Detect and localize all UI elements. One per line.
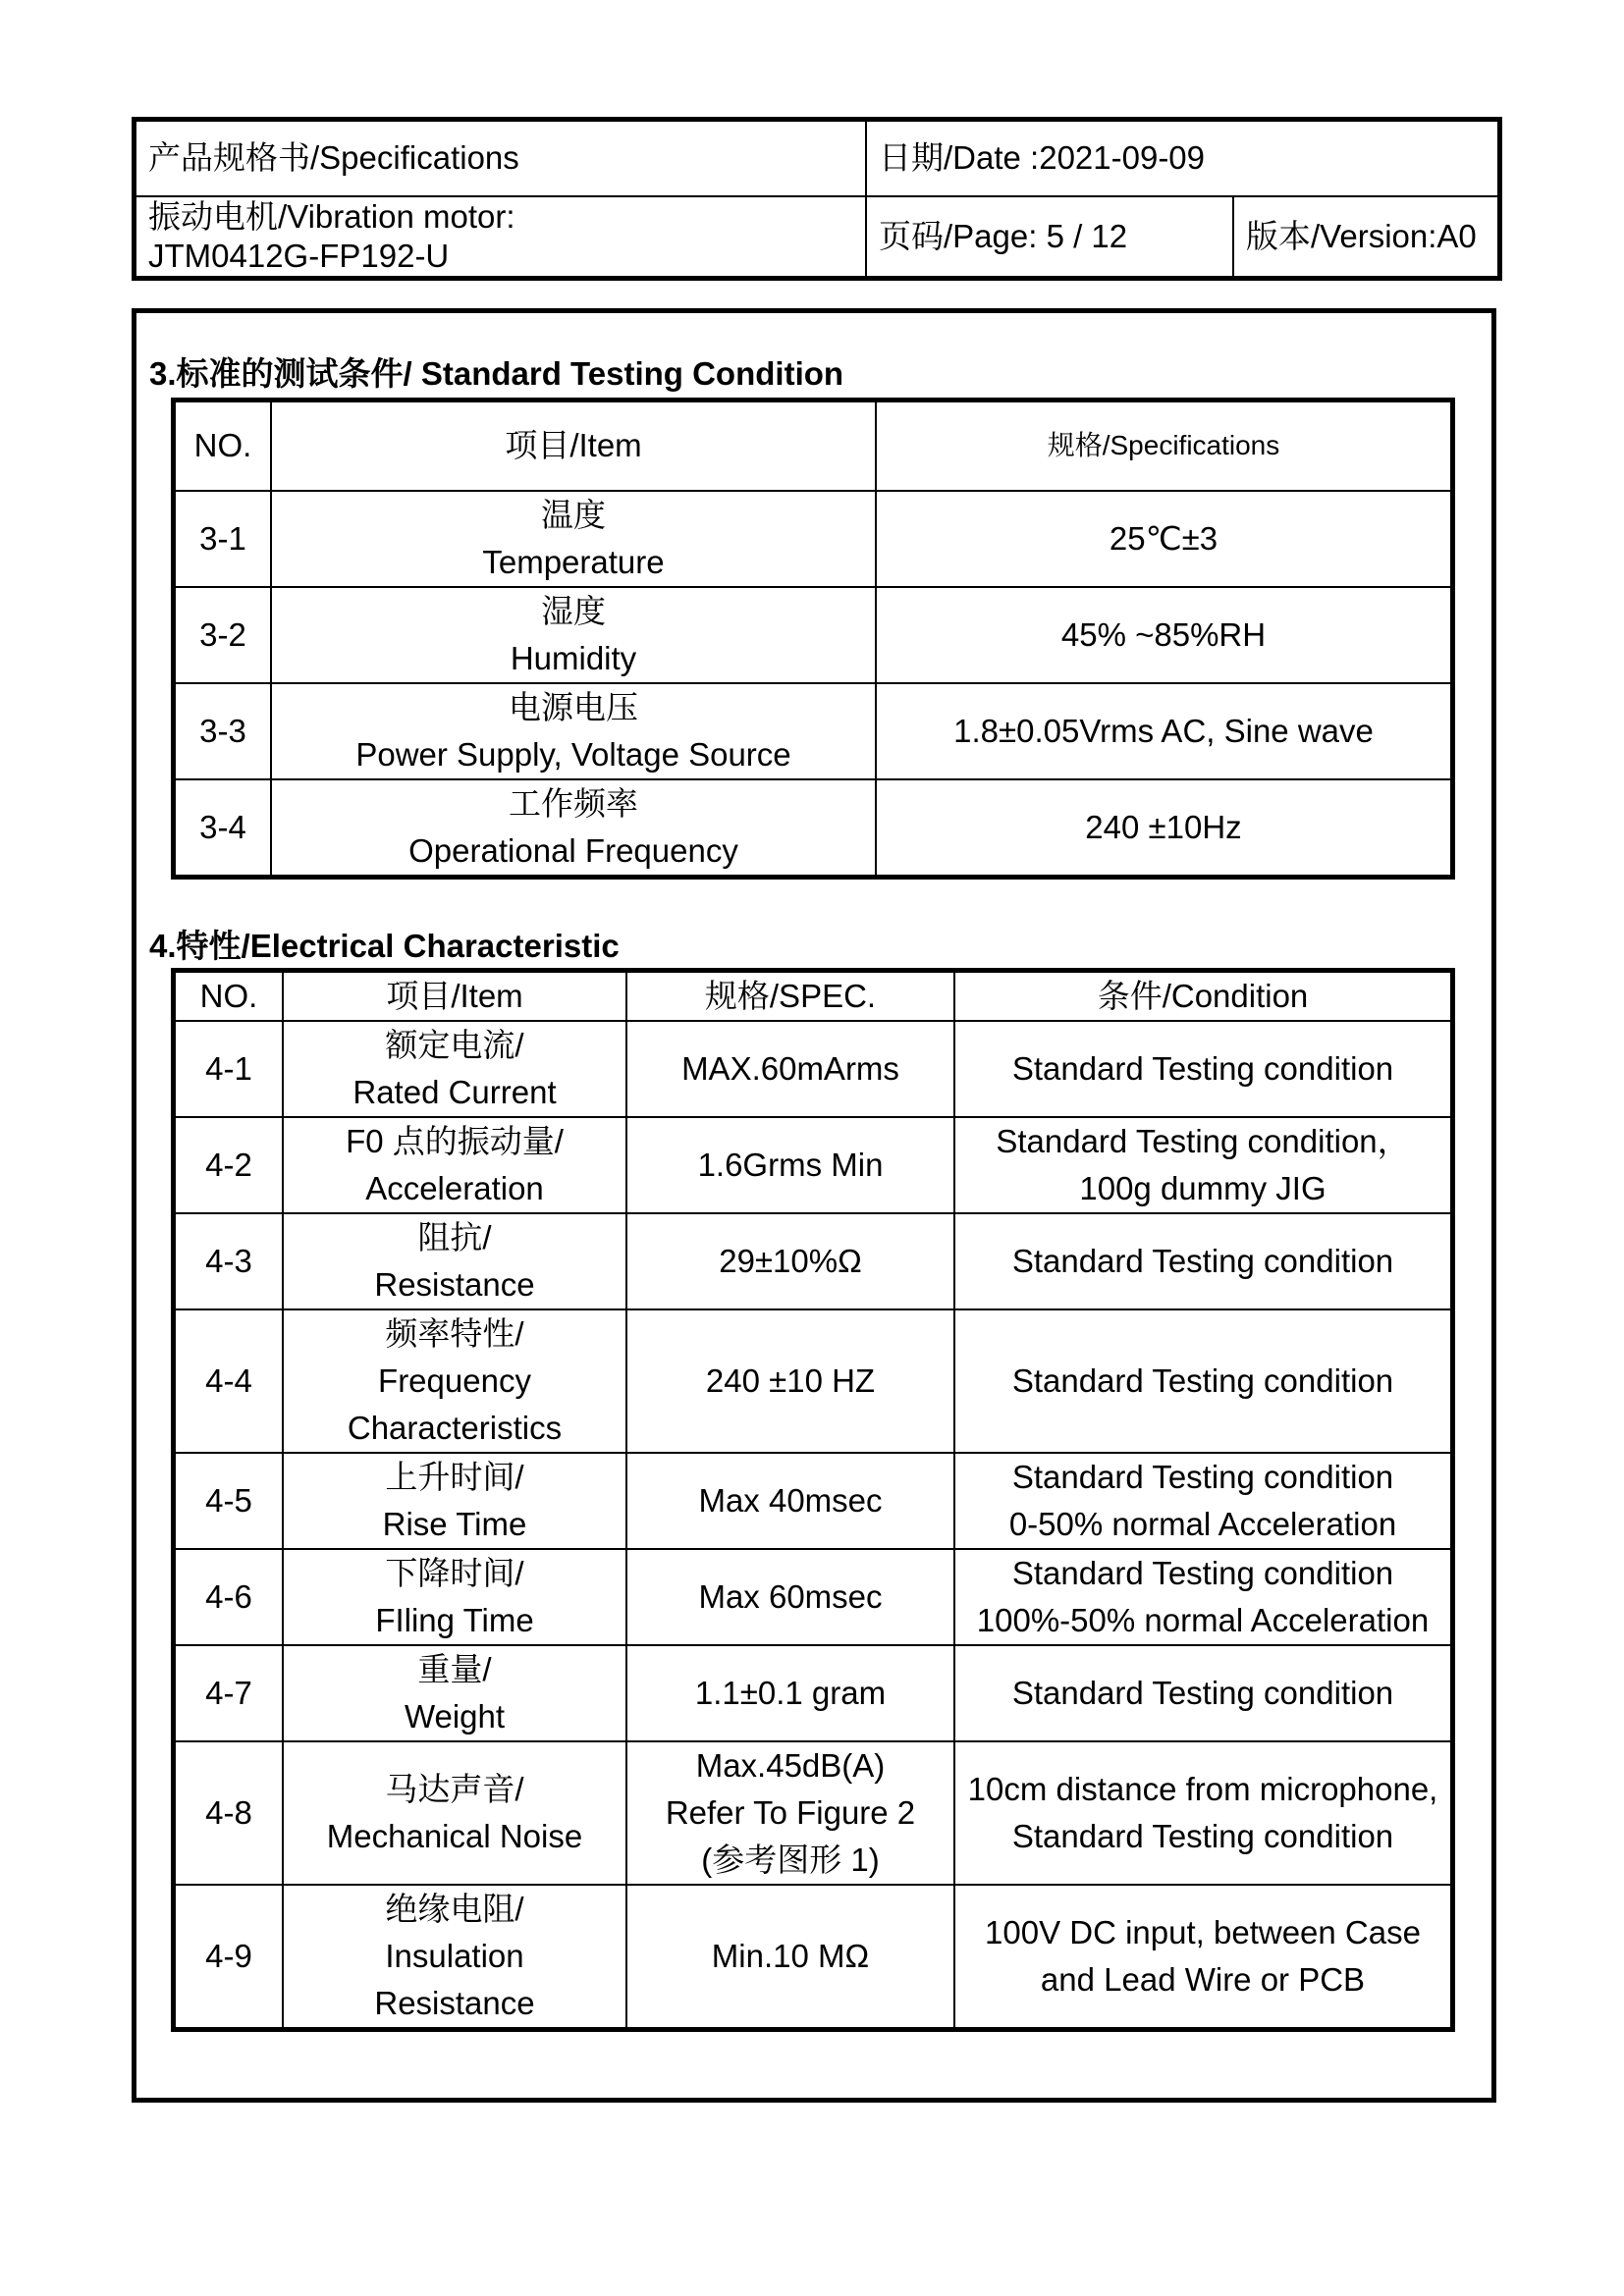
table-row bbox=[174, 779, 1453, 878]
header-table bbox=[132, 117, 1502, 281]
row-item-line: FIling Time bbox=[375, 1602, 534, 1638]
row-item bbox=[271, 587, 876, 683]
row-spec bbox=[626, 1741, 954, 1885]
header-spec: 规格/SPEC. bbox=[626, 971, 954, 1022]
row-condition-line: Standard Testing condition， bbox=[996, 1123, 1410, 1159]
row-condition-line: and Lead Wire or PCB bbox=[1040, 1961, 1366, 1998]
row-condition-line: Standard Testing condition bbox=[1011, 1050, 1394, 1087]
row-item bbox=[271, 779, 876, 878]
header-condition: 条件/Condition bbox=[954, 971, 1453, 1022]
row-item bbox=[283, 1021, 626, 1117]
electrical-characteristic-table bbox=[171, 968, 1455, 2032]
table-row bbox=[174, 1645, 1453, 1741]
row-item-line: 阻抗/ bbox=[417, 1219, 492, 1255]
row-no: 4-2 bbox=[174, 1117, 284, 1213]
row-item bbox=[283, 1645, 626, 1741]
row-spec-line: Max.45dB(A) bbox=[695, 1747, 886, 1784]
header-item: 项目/Item bbox=[271, 400, 876, 491]
row-item-line: 马达声音/ bbox=[385, 1771, 524, 1807]
row-spec bbox=[626, 1213, 954, 1309]
row-spec bbox=[626, 1021, 954, 1117]
row-item bbox=[271, 683, 876, 779]
row-no: 4-8 bbox=[174, 1741, 284, 1885]
row-condition bbox=[954, 1309, 1453, 1453]
row-spec bbox=[876, 587, 1453, 683]
row-condition-line: Standard Testing condition bbox=[1011, 1818, 1394, 1854]
product-line-2: JTM0412G-FP192-U bbox=[148, 237, 450, 274]
row-spec-line: 29±10%Ω bbox=[719, 1243, 862, 1279]
row-spec-line: Max 40msec bbox=[698, 1482, 883, 1519]
table-row bbox=[174, 1885, 1453, 2030]
table-row bbox=[174, 491, 1453, 587]
row-item-line: Resistance bbox=[374, 1266, 535, 1303]
row-condition-line: Standard Testing condition bbox=[1011, 1675, 1394, 1711]
row-condition-line: 10cm distance from microphone, bbox=[967, 1771, 1438, 1807]
row-item-line: Resistance bbox=[374, 1985, 535, 2021]
row-item bbox=[283, 1117, 626, 1213]
row-spec-line: 1.8±0.05Vrms AC, Sine wave bbox=[953, 712, 1374, 749]
row-item bbox=[283, 1741, 626, 1885]
row-no: 3-3 bbox=[174, 683, 272, 779]
section3-title: 3.标准的测试条件/ Standard Testing Condition bbox=[149, 355, 844, 392]
table-row bbox=[174, 1213, 1453, 1309]
row-condition-line: 100V DC input, between Case bbox=[985, 1914, 1421, 1950]
header-item: 项目/Item bbox=[283, 971, 626, 1022]
table-row bbox=[174, 1021, 1453, 1117]
row-spec bbox=[626, 1885, 954, 2030]
product-line-1: 振动电机/Vibration motor: bbox=[148, 197, 515, 235]
header-no: NO. bbox=[174, 971, 284, 1022]
row-condition-line: Standard Testing condition bbox=[1011, 1243, 1394, 1279]
row-no: 4-1 bbox=[174, 1021, 284, 1117]
row-item-line: 电源电压 bbox=[509, 688, 638, 725]
header-spec: 规格/Specifications bbox=[876, 400, 1453, 491]
row-no: 4-5 bbox=[174, 1453, 284, 1549]
table-row bbox=[174, 1549, 1453, 1645]
row-spec-line: 240 ±10 HZ bbox=[705, 1362, 876, 1399]
row-item-line: Characteristics bbox=[347, 1410, 563, 1446]
table-row bbox=[174, 1741, 1453, 1885]
row-item-line: 绝缘电阻/ bbox=[385, 1891, 524, 1927]
row-condition-line: Standard Testing condition bbox=[1011, 1555, 1394, 1591]
row-item-line: Frequency bbox=[378, 1362, 531, 1399]
row-condition bbox=[954, 1453, 1453, 1549]
row-condition bbox=[954, 1549, 1453, 1645]
row-item-line: Humidity bbox=[510, 639, 637, 676]
row-spec bbox=[876, 491, 1453, 587]
table-row bbox=[174, 1117, 1453, 1213]
row-item bbox=[283, 1885, 626, 2030]
row-item-line: 下降时间/ bbox=[385, 1555, 524, 1591]
row-item bbox=[283, 1453, 626, 1549]
product-name bbox=[135, 196, 867, 279]
row-item-line: Weight bbox=[404, 1698, 506, 1735]
row-spec-line: 240 ±10Hz bbox=[1085, 808, 1242, 845]
table-row bbox=[174, 683, 1453, 779]
row-condition-line: Standard Testing condition bbox=[1011, 1459, 1394, 1495]
row-condition-line: 0-50% normal Acceleration bbox=[1008, 1506, 1397, 1542]
row-item-line: 湿度 bbox=[541, 592, 606, 629]
row-item-line: Insulation bbox=[385, 1938, 524, 1974]
row-spec bbox=[626, 1309, 954, 1453]
row-item-line: 频率特性/ bbox=[385, 1315, 524, 1352]
row-condition bbox=[954, 1645, 1453, 1741]
row-spec bbox=[876, 683, 1453, 779]
row-item bbox=[283, 1309, 626, 1453]
row-spec-line: Refer To Figure 2 bbox=[665, 1794, 916, 1831]
section4-title: 4.特性/Electrical Characteristic bbox=[149, 928, 620, 964]
row-spec-line: Max 60msec bbox=[698, 1578, 883, 1615]
row-spec bbox=[626, 1117, 954, 1213]
standard-testing-table bbox=[171, 398, 1455, 880]
row-item-line: 温度 bbox=[541, 496, 606, 533]
row-condition bbox=[954, 1741, 1453, 1885]
version-label: 版本/Version:A0 bbox=[1233, 196, 1500, 279]
row-no: 4-9 bbox=[174, 1885, 284, 2030]
row-item-line: 额定电流/ bbox=[385, 1027, 524, 1063]
row-item-line: Rated Current bbox=[352, 1074, 557, 1110]
row-condition bbox=[954, 1213, 1453, 1309]
row-spec-line: MAX.60mArms bbox=[681, 1050, 899, 1087]
row-no: 3-4 bbox=[174, 779, 272, 878]
row-spec-line: 1.6Grms Min bbox=[697, 1147, 884, 1183]
row-condition-line: 100g dummy JIG bbox=[1079, 1170, 1326, 1206]
table-row bbox=[174, 587, 1453, 683]
table-row bbox=[174, 1309, 1453, 1453]
row-no: 4-4 bbox=[174, 1309, 284, 1453]
row-no: 4-6 bbox=[174, 1549, 284, 1645]
spec-label: 产品规格书/Specifications bbox=[135, 120, 867, 196]
row-spec bbox=[626, 1549, 954, 1645]
row-item bbox=[283, 1549, 626, 1645]
row-spec bbox=[876, 779, 1453, 878]
divider bbox=[132, 308, 1487, 313]
row-item-line: Operational Frequency bbox=[408, 831, 738, 869]
row-no: 4-3 bbox=[174, 1213, 284, 1309]
row-spec-line: 25℃±3 bbox=[1109, 519, 1218, 557]
row-item-line: Mechanical Noise bbox=[326, 1818, 583, 1854]
row-item-line: Rise Time bbox=[382, 1506, 527, 1542]
row-condition bbox=[954, 1117, 1453, 1213]
row-condition-line: Standard Testing condition bbox=[1011, 1362, 1394, 1399]
row-spec-line: 45% ~85%RH bbox=[1060, 615, 1267, 653]
row-spec bbox=[626, 1645, 954, 1741]
row-item-line: Power Supply, Voltage Source bbox=[355, 735, 791, 773]
row-item-line: 重量/ bbox=[417, 1651, 492, 1687]
row-item bbox=[271, 491, 876, 587]
table-row bbox=[174, 1453, 1453, 1549]
row-no: 4-7 bbox=[174, 1645, 284, 1741]
row-spec-line: Min.10 MΩ bbox=[711, 1938, 870, 1974]
row-item-line: Temperature bbox=[482, 543, 665, 580]
row-spec-line: 1.1±0.1 gram bbox=[694, 1675, 887, 1711]
row-condition bbox=[954, 1021, 1453, 1117]
row-item bbox=[283, 1213, 626, 1309]
row-spec bbox=[626, 1453, 954, 1549]
row-item-line: 工作频率 bbox=[509, 784, 638, 822]
header-no: NO. bbox=[174, 400, 272, 491]
row-condition bbox=[954, 1885, 1453, 2030]
page-label: 页码/Page: 5 / 12 bbox=[866, 196, 1233, 279]
row-item-line: F0 点的振动量/ bbox=[346, 1123, 564, 1159]
row-no: 3-2 bbox=[174, 587, 272, 683]
row-item-line: Acceleration bbox=[365, 1170, 544, 1206]
row-item-line: 上升时间/ bbox=[385, 1459, 524, 1495]
row-condition-line: 100%-50% normal Acceleration bbox=[976, 1602, 1430, 1638]
date-label: 日期/Date :2021-09-09 bbox=[866, 120, 1500, 196]
row-no: 3-1 bbox=[174, 491, 272, 587]
row-spec-line: (参考图形 1) bbox=[701, 1842, 880, 1878]
